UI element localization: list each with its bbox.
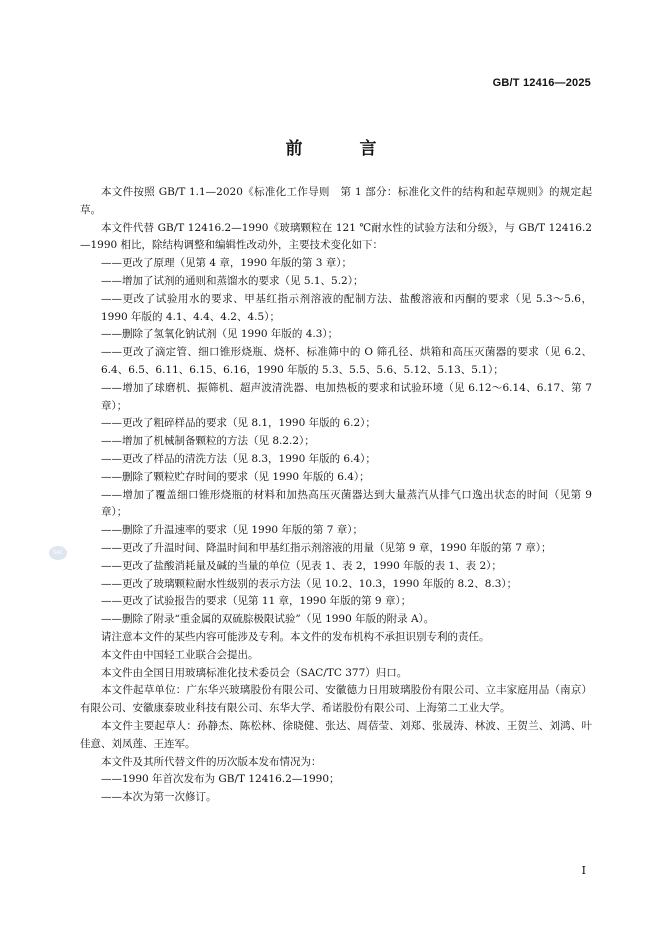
page-title: 前 言 <box>285 139 397 159</box>
change-item: ——删除了升温速率的要求（见 1990 年版的第 7 章）； <box>101 524 364 537</box>
change-item: ——更改了试验用水的要求、甲基红指示剂溶液的配制方法、盐酸溶液和丙酮的要求（见 5.3～5.6，1990 年版的 4.1、4.4、4.2、4.5）； <box>101 292 592 323</box>
standard-code: GB/T 12416—2025 <box>492 77 591 89</box>
change-item: ——删除了附录“重金属的双硫腙极限试验”（见 1990 年版的附录 A）。 <box>101 613 435 626</box>
history-item: ——本次为第一次修订。 <box>101 791 217 804</box>
sac-watermark-icon: SAC <box>49 546 67 560</box>
paragraph: 本文件主要起草人：孙静杰、陈松林、徐晓健、张达、周蓓莹、刘郑、张晟涛、林波、王贺兰、刘鸿、叶佳意、刘凤莲、王连军。 <box>80 719 592 750</box>
paragraph: 本文件由全国日用玻璃标准化技术委员会（SAC/TC 377）归口。 <box>101 666 408 679</box>
paragraph: 本文件起草单位：广东华兴玻璃股份有限公司、安徽德力日用玻璃股份有限公司、立丰家庭用品（南京）有限公司、安徽康泰玻业科技有限公司、东华大学、希诺股份有限公司、上海第二工业大学。 <box>80 684 592 715</box>
history-item: ——1990 年首次发布为 GB/T 12416.2—1990； <box>101 773 340 786</box>
change-item: ——更改了原理（见第 4 章，1990 年版的第 3 章）； <box>101 257 353 270</box>
paragraph: 本文件及其所代替文件的历次版本发布情况为： <box>101 755 322 768</box>
change-item: ——更改了样品的清洗方法（见 8.3，1990 年版的 6.4）； <box>101 452 376 465</box>
change-item: ——增加了球磨机、振筛机、超声波清洗器、电加热板的要求和试验环境（见 6.12～6.14、6.17、第 7 章）； <box>101 381 592 412</box>
page-number: I <box>581 864 586 877</box>
change-item: ——更改了盐酸消耗量及碱的当量的单位（见表 1、表 2，1990 年版的表 1、表 2）； <box>101 559 502 572</box>
change-item: ——删除了颗粒贮存时间的要求（见 1990 年版的 6.4）； <box>101 470 370 483</box>
paragraph: 本文件由中国轻工业联合会提出。 <box>101 648 259 661</box>
change-item: ——删除了氢氧化钠试剂（见 1990 年版的 4.3）； <box>101 328 339 341</box>
change-item: ——增加了机械制备颗粒的方法（见 8.2.2）； <box>101 435 315 448</box>
paragraph: 本文件代替 GB/T 12416.2—1990《玻璃颗粒在 121 ℃耐水性的试验方法和分级》，与 GB/T 12416.2—1990 相比，除结构调整和编辑性改动外，主要技术变化如下： <box>80 221 592 252</box>
change-item: ——更改了试验报告的要求（见第 11 章，1990 年版的第 9 章）； <box>101 595 412 608</box>
paragraph: 请注意本文件的某些内容可能涉及专利。本文件的发布机构不承担识别专利的责任。 <box>101 630 490 643</box>
paragraph: 本文件按照 GB/T 1.1—2020《标准化工作导则 第 1 部分：标准化文件的结构和起草规则》的规定起草。 <box>80 186 592 216</box>
change-item: ——更改了滴定管、细口锥形烧瓶、烧杯、标准筛中的 O 筛孔径、烘箱和高压灭菌器的要求（见 6.2、6.4、6.5、6.11、6.15、6.16，1990 年版的 5.3、5.5、5.6、5.12、5.13、5.1）； <box>101 346 592 376</box>
change-item: ——更改了玻璃颗粒耐水性级别的表示方法（见 10.2、10.3，1990 年版的 8.2、8.3）； <box>101 577 518 590</box>
change-item: ——增加了覆盖细口锥形烧瓶的材料和加热高压灭菌器达到大量蒸汽从排气口逸出状态的时间（见第 9 章）； <box>101 488 592 519</box>
change-item: ——更改了升温时间、降温时间和甲基红指示剂溶液的用量（见第 9 章，1990 年版的第 7 章）； <box>101 541 552 554</box>
document-body <box>80 184 592 807</box>
change-item: ——更改了粗碎样品的要求（见 8.1，1990 年版的 6.2）； <box>101 417 376 430</box>
change-item: ——增加了试剂的通则和蒸馏水的要求（见 5.1、5.2）； <box>101 274 364 287</box>
